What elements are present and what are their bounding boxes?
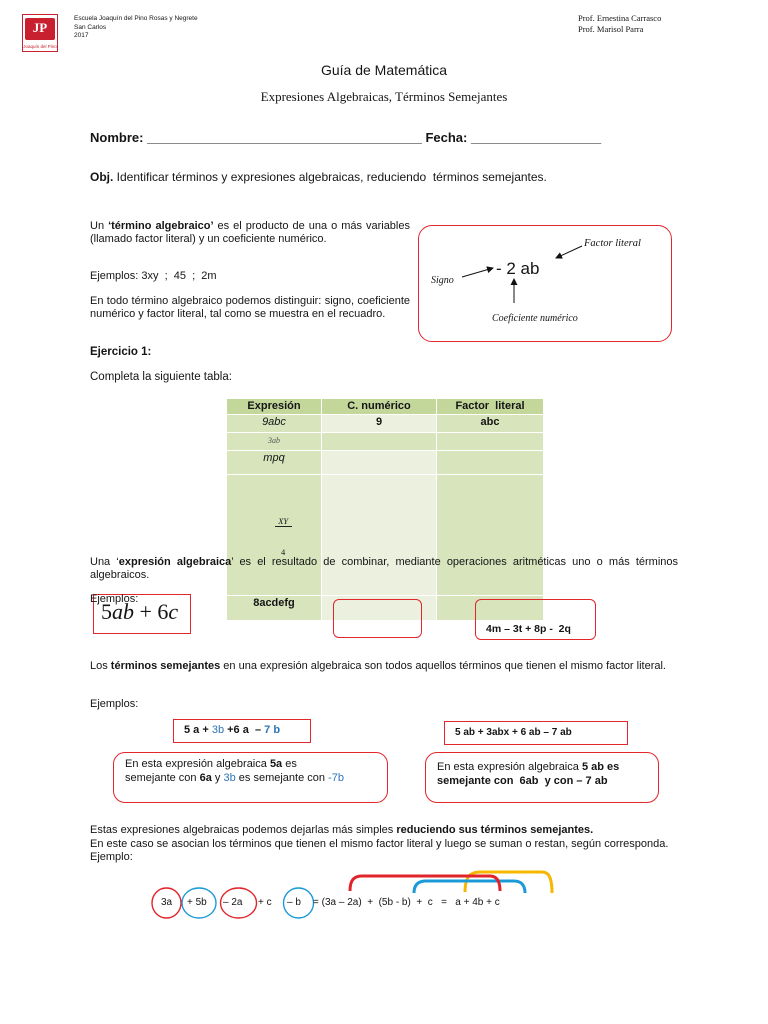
like-example-a xyxy=(184,724,280,736)
factor-literal-label: Factor literal xyxy=(584,238,641,249)
expr-def-end: ’ es el resultado de combinar, mediante operaciones aritméticas uno o más términos algebraicos. xyxy=(90,556,678,581)
exercise-instruction: Completa la siguiente tabla: xyxy=(90,371,232,383)
header-literal: Factor literal xyxy=(437,399,544,415)
table-cell-coefficient xyxy=(322,433,437,451)
objective-text: Identificar términos y expresiones algebraicas, reduciendo términos semejantes. xyxy=(113,170,547,184)
like-def-start: Los xyxy=(90,660,111,672)
example-label: Ejemplo: xyxy=(90,851,133,863)
fraction-denominator: 4 xyxy=(281,547,286,557)
exercise-title: Ejercicio 1: xyxy=(90,346,152,358)
eq-term-1: 3a xyxy=(161,897,173,908)
school-logo xyxy=(22,14,58,52)
exercise-table xyxy=(226,398,544,621)
expl-a-s2: 5a xyxy=(269,758,283,770)
table-cell-expression: 9abc xyxy=(227,415,322,433)
like-def-bold: términos semejantes xyxy=(110,660,221,672)
table-cell-literal xyxy=(437,451,544,475)
table-cell-expression: mpq xyxy=(227,451,322,475)
formula-operator: + xyxy=(134,599,158,624)
formula-coef-2: 6 xyxy=(157,599,169,624)
sign-arrow xyxy=(462,268,493,277)
expr-def-bold: expresión algebraica xyxy=(118,556,232,568)
expl-a-s4: semejante con xyxy=(125,772,200,784)
bracket-blue xyxy=(414,881,525,893)
example-1-formula xyxy=(101,599,178,625)
expl-a-s7: 3b xyxy=(223,772,236,784)
expression-formula: 3ab xyxy=(268,436,280,445)
table-cell-expression xyxy=(227,433,322,451)
term-7b: 7 b xyxy=(261,724,281,736)
eq-term-4: + c xyxy=(258,897,272,908)
expl-b-s2: 5 ab es xyxy=(581,761,620,773)
table-row xyxy=(227,415,544,433)
like-explanation-a xyxy=(125,757,344,785)
like-example-b: 5 ab + 3abx + 6 ab – 7 ab xyxy=(455,727,572,738)
eq-result: = (3a – 2a) + (5b - b) + c = a + 4b + c xyxy=(313,897,500,908)
logo-caption: Joaquín del Pino xyxy=(23,44,57,49)
table-cell-expression: 8acdefg xyxy=(227,596,322,621)
term-def-end: es el producto de una o más variables (llamado factor literal) y un coeficiente numérico. xyxy=(90,220,410,245)
example-3-expression: 4m – 3t + 8p - 2q xyxy=(486,623,571,635)
name-label: Nombre: xyxy=(90,130,144,145)
expl-a-s5: 6a xyxy=(199,772,212,784)
name-date-line xyxy=(90,130,601,145)
eq-term-2: + 5b xyxy=(187,897,207,908)
expl-b-s3: semejante con 6ab y con – 7 ab xyxy=(437,775,608,787)
table-cell-literal xyxy=(437,433,544,451)
school-year: 2017 xyxy=(74,32,89,39)
objective-label: Obj. xyxy=(90,170,114,184)
term-6a: +6 a – xyxy=(224,724,262,736)
school-info xyxy=(74,15,198,41)
eq-term-3: – 2a xyxy=(223,897,243,908)
examples-label: Ejemplos: xyxy=(90,593,139,605)
date-blank: __________________ xyxy=(470,130,602,145)
factor-literal-arrow xyxy=(556,246,582,258)
expl-b-s1: En esta expresión algebraica xyxy=(437,761,582,773)
table-header-row xyxy=(227,399,544,415)
page-title: Guía de Matemática xyxy=(320,62,448,78)
logo-initials: JP xyxy=(32,20,48,35)
table-row xyxy=(227,451,544,475)
term-definition xyxy=(90,220,410,246)
eq-term-5: – b xyxy=(287,897,301,908)
reduction-rest: En este caso se asocian los términos que tienen el mismo factor literal y luego se suman o restan, según corresponda. xyxy=(90,837,669,850)
coefficient-label: Coeficiente numérico xyxy=(492,313,578,324)
header-expression: Expresión xyxy=(227,399,322,415)
diagram-term: - 2 ab xyxy=(496,259,540,278)
expr-def-start: Una ‘ xyxy=(90,556,119,568)
reduction-paragraph xyxy=(90,824,678,865)
formula-literal-1: ab xyxy=(112,599,134,624)
term-examples: Ejemplos: 3xy ; 45 ; 2m xyxy=(90,270,217,282)
table-cell-coefficient: 9 xyxy=(322,415,437,433)
table-cell-literal: abc xyxy=(437,415,544,433)
date-label: Fecha: xyxy=(425,130,468,145)
school-name: Escuela Joaquín del Pino Rosas y Negrete xyxy=(74,15,198,22)
sign-label: Signo xyxy=(431,275,454,286)
term-5a: 5 a + xyxy=(184,724,209,736)
teacher-2: Prof. Marisol Parra xyxy=(578,24,644,34)
examples-label: Ejemplos: xyxy=(90,698,139,710)
formula-coef-1: 5 xyxy=(101,599,112,624)
teacher-1: Prof. Ernestina Carrasco xyxy=(578,13,662,23)
formula-literal-2: c xyxy=(168,599,179,624)
expl-a-s8: es semejante con xyxy=(235,772,329,784)
fraction-numerator: XY xyxy=(275,516,292,527)
term-def-start: Un xyxy=(90,220,109,232)
reduction-start: Estas expresiones algebraicas podemos dejarlas más simples xyxy=(90,824,397,836)
bracket-red xyxy=(350,876,500,891)
like-terms-definition xyxy=(90,660,678,673)
school-city: San Carlos xyxy=(74,23,107,31)
grouping-brackets xyxy=(340,862,560,896)
page-subtitle: Expresiones Algebraicas, Términos Semejantes xyxy=(260,89,508,104)
table-row xyxy=(227,433,544,451)
like-def-end: en una expresión algebraica son todos aquellos términos que tienen el mismo factor literal. xyxy=(220,660,666,672)
table-cell-coefficient xyxy=(322,451,437,475)
term-def-bold: ‘término algebraico’ xyxy=(108,220,214,232)
expl-a-s9: -7b xyxy=(328,772,344,784)
expl-a-s6: y xyxy=(211,772,224,784)
expl-a-s1: En esta expresión algebraica xyxy=(125,758,270,770)
example-2-box xyxy=(333,599,422,638)
term-parts: En todo término algebraico podemos distinguir: signo, coeficiente numérico y factor literal, tal como se muestra en el recuadro. xyxy=(90,295,410,320)
expression-definition xyxy=(90,556,678,582)
header-coefficient: C. numérico xyxy=(322,399,437,415)
name-blank: ______________________________________ xyxy=(147,130,422,145)
like-explanation-b xyxy=(437,760,619,788)
objective xyxy=(90,170,547,184)
reduction-bold: reduciendo sus términos semejantes. xyxy=(396,824,594,836)
term-3b: 3b xyxy=(208,724,225,736)
expl-a-s3: es xyxy=(282,758,297,770)
teachers xyxy=(578,13,661,35)
